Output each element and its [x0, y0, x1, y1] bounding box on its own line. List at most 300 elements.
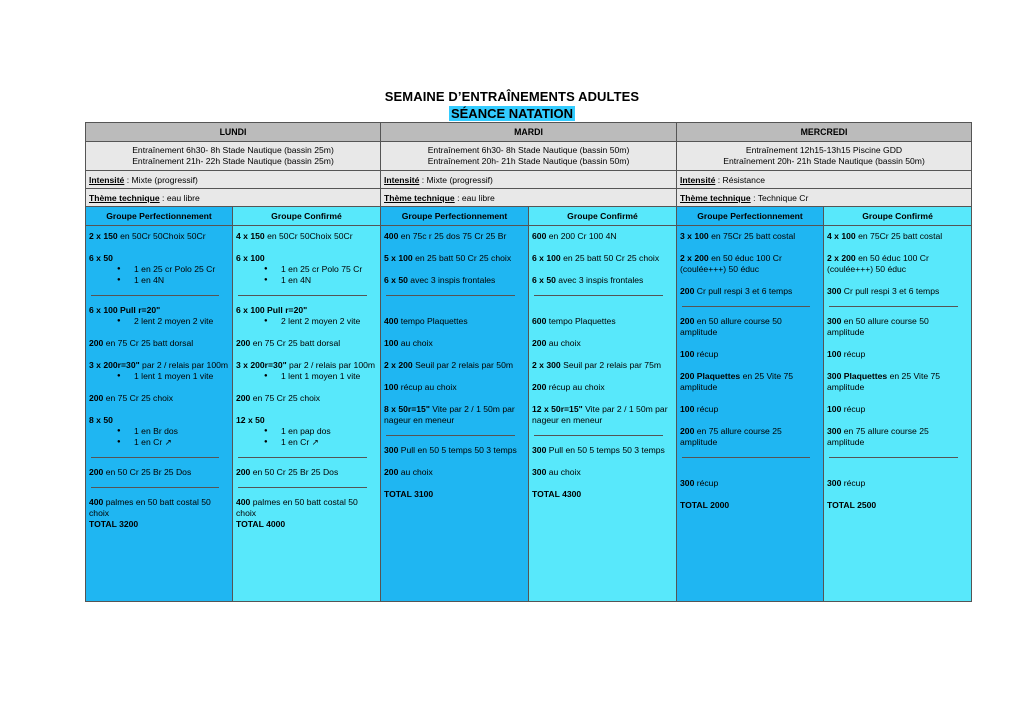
workout-line: [89, 393, 229, 404]
spacer: [89, 349, 229, 360]
workout-bullet: [89, 264, 229, 275]
workout-volume: 400: [236, 497, 251, 507]
workout-line: [384, 489, 525, 500]
workout-volume: 200: [680, 286, 695, 296]
workout-bullet: [236, 316, 377, 327]
workout-volume: 8 x 50r=15": [384, 404, 430, 414]
spacer: [236, 242, 377, 253]
workout-line: [680, 478, 820, 489]
workout-line: [236, 253, 377, 264]
group-header: Groupe Perfectionnement: [86, 207, 233, 226]
spacer: [680, 275, 820, 286]
intensity-value: : Mixte (progressif): [419, 174, 493, 185]
spacer: [384, 478, 525, 489]
intensity-value: : Résistance: [715, 174, 766, 185]
workout-volume: 200: [680, 426, 695, 436]
workout-detail: avec 3 inspis frontales: [407, 275, 496, 285]
workout-volume: 400: [384, 316, 399, 326]
workout-line: [532, 382, 673, 393]
session-line: Entraînement 21h- 22h Stade Nautique (bassin 25m): [132, 156, 334, 166]
workout-detail: au choix: [546, 467, 581, 477]
group-header: Groupe Confirmé: [824, 207, 972, 226]
workout-volume: 300: [532, 467, 547, 477]
spacer: [680, 393, 820, 404]
workout-detail: 1 en Br dos: [134, 426, 178, 436]
spacer: [532, 327, 673, 338]
workout-volume: 6 x 50: [89, 253, 113, 263]
workout-detail: récup: [694, 404, 719, 414]
workout-detail: 2 lent 2 moyen 2 vite: [281, 316, 361, 326]
workout-cell: [529, 226, 677, 602]
workout-bullet: [89, 316, 229, 327]
workout-volume: 100: [680, 349, 695, 359]
workout-detail: en 50Cr 50Choix 50Cr: [117, 231, 206, 241]
workout-line: [384, 338, 525, 349]
section-divider: [91, 487, 219, 488]
workout-detail: Vite par 2 / 1 50m par nageur en meneur: [384, 404, 515, 425]
section-divider: [829, 306, 958, 307]
workout-detail: Vite par 2 / 1 50m par nageur en meneur: [532, 404, 668, 425]
workout-line: [532, 489, 673, 500]
workout-detail: 1 en pap dos: [281, 426, 331, 436]
workout-bullet: [89, 437, 229, 448]
workout-detail: en 25 Vite 75 amplitude: [680, 371, 794, 392]
workout-detail: en 75c r 25 dos 75 Cr 25 Br: [398, 231, 507, 241]
workout-line: [827, 478, 968, 489]
workout-line: [384, 382, 525, 393]
workout-cell: [824, 226, 972, 602]
section-divider: [386, 295, 515, 296]
day-header: MARDI: [381, 123, 677, 142]
workout-volume: 2 x 150: [89, 231, 118, 241]
workout-volume: 100: [680, 404, 695, 414]
workout-volume: TOTAL 4300: [532, 489, 582, 499]
day-header: LUNDI: [86, 123, 381, 142]
intensity-label: Intensité: [384, 174, 420, 185]
spacer: [827, 393, 968, 404]
spacer: [89, 382, 229, 393]
section-divider: [682, 457, 810, 458]
workout-line: [89, 519, 229, 530]
spacer: [827, 338, 968, 349]
workout-detail: par 2 / relais par 100m: [286, 360, 376, 370]
workout-volume: 6 x 100 Pull r=20": [89, 305, 161, 315]
workout-line: [236, 497, 377, 519]
section-divider: [238, 487, 367, 488]
workout-cell: [233, 226, 381, 602]
workout-detail: en 50 éduc 100 Cr (coulée+++) 50 éduc: [680, 253, 782, 274]
section-divider: [829, 457, 958, 458]
workout-line: [680, 426, 820, 448]
section-divider: [682, 306, 810, 307]
spacer: [384, 349, 525, 360]
theme-label: Thème technique: [89, 192, 160, 203]
workout-detail: en 75 allure course 25 amplitude: [680, 426, 782, 447]
workout-volume: 8 x 50: [89, 415, 113, 425]
workout-detail: récup: [841, 349, 866, 359]
group-header: Groupe Perfectionnement: [677, 207, 824, 226]
group-header: Groupe Perfectionnement: [381, 207, 529, 226]
spacer: [532, 478, 673, 489]
workout-line: [827, 404, 968, 415]
workout-detail: 1 lent 1 moyen 1 vite: [281, 371, 361, 381]
workout-detail: au choix: [398, 338, 433, 348]
workout-line: [236, 338, 377, 349]
spacer: [384, 242, 525, 253]
workout-detail: 1 lent 1 moyen 1 vite: [134, 371, 214, 381]
spacer: [532, 242, 673, 253]
workout-line: [680, 316, 820, 338]
workout-line: [532, 316, 673, 327]
workout-detail: en 50 allure course 50 amplitude: [680, 316, 782, 337]
workout-detail: 1 en Cr ↗: [134, 437, 172, 447]
session-info-row: [86, 142, 972, 171]
workout-cell: [86, 226, 233, 602]
workout-volume: 200: [532, 338, 547, 348]
session-info: [677, 142, 972, 171]
workout-detail: en 75Cr 25 batt costal: [708, 231, 796, 241]
workout-volume: 12 x 50r=15": [532, 404, 583, 414]
subtitle-highlight: SÉANCE NATATION: [450, 106, 574, 121]
workout-volume: 300: [827, 426, 842, 436]
workout-volume: 100: [827, 349, 842, 359]
workout-line: [89, 360, 229, 371]
spacer: [532, 349, 673, 360]
session-info: [86, 142, 381, 171]
workout-volume: 300: [827, 478, 842, 488]
workout-volume: 4 x 150: [236, 231, 265, 241]
workout-volume: TOTAL 3200: [89, 519, 139, 529]
workout-detail: récup: [841, 404, 866, 414]
workout-volume: 2 x 300: [532, 360, 561, 370]
workout-line: [827, 371, 968, 393]
workout-detail: Seuil par 2 relais par 75m: [560, 360, 662, 370]
workout-line: [89, 338, 229, 349]
workout-line: [384, 467, 525, 478]
theme-value: : eau libre: [454, 192, 495, 203]
workout-volume: 200: [236, 467, 251, 477]
workout-line: [532, 360, 673, 371]
workout-line: [532, 338, 673, 349]
session-info: [381, 142, 677, 171]
section-divider: [91, 457, 219, 458]
workout-detail: récup: [841, 478, 866, 488]
theme-cell: [677, 189, 972, 207]
workout-detail: en 200 Cr 100 4N: [546, 231, 617, 241]
spacer: [89, 404, 229, 415]
spacer: [827, 415, 968, 426]
workout-line: [680, 404, 820, 415]
workout-volume: 200: [384, 467, 399, 477]
workout-detail: en 50 éduc 100 Cr (coulée+++) 50 éduc: [827, 253, 929, 274]
session-line: Entraînement 20h- 21h Stade Nautique (bassin 50m): [427, 156, 630, 166]
workout-volume: 12 x 50: [236, 415, 265, 425]
workout-line: [384, 253, 525, 264]
workout-line: [827, 253, 968, 275]
workout-detail: en 50 Cr 25 Br 25 Dos: [103, 467, 192, 477]
spacer: [532, 393, 673, 404]
session-line: Entraînement 20h- 21h Stade Nautique (bassin 50m): [723, 156, 925, 166]
workout-volume: 3 x 100: [680, 231, 709, 241]
workout-volume: 6 x 100: [236, 253, 265, 263]
section-divider: [386, 435, 515, 436]
section-divider: [534, 295, 663, 296]
workout-volume: 100: [384, 338, 399, 348]
workout-detail: en 50Cr 50Choix 50Cr: [264, 231, 353, 241]
workout-line: [680, 253, 820, 275]
spacer: [532, 371, 673, 382]
intensity-value: : Mixte (progressif): [124, 174, 198, 185]
spacer: [680, 242, 820, 253]
workout-row: [86, 226, 972, 602]
workout-line: [236, 305, 377, 316]
group-header: Groupe Confirmé: [529, 207, 677, 226]
workout-volume: 3 x 200r=30": [89, 360, 140, 370]
spacer: [89, 242, 229, 253]
workout-detail: récup: [694, 478, 719, 488]
workout-cell: [381, 226, 529, 602]
workout-volume: 6 x 100 Pull r=20": [236, 305, 308, 315]
workout-detail: 1 en 25 cr Polo 75 Cr: [281, 264, 363, 274]
workout-line: [827, 500, 968, 511]
theme-label: Thème technique: [384, 192, 455, 203]
workout-detail: 1 en 4N: [281, 275, 312, 285]
workout-line: [236, 360, 377, 371]
workout-volume: 2 x 200: [680, 253, 709, 263]
workout-volume: 200: [680, 316, 695, 326]
page-subtitle: [0, 106, 1024, 122]
day-header: MERCREDI: [677, 123, 972, 142]
workout-line: [680, 371, 820, 393]
theme-label: Thème technique: [680, 192, 751, 203]
intensity-label: Intensité: [89, 174, 125, 185]
workout-line: [827, 286, 968, 297]
workout-volume: TOTAL 3100: [384, 489, 434, 499]
workout-volume: 400: [384, 231, 399, 241]
workout-line: [827, 316, 968, 338]
theme-row: [86, 189, 972, 207]
workout-detail: en 25 batt 50 Cr 25 choix: [412, 253, 512, 263]
workout-volume: 6 x 50: [532, 275, 556, 285]
workout-detail: en 25 batt 50 Cr 25 choix: [560, 253, 660, 263]
workout-line: [827, 426, 968, 448]
section-divider: [238, 295, 367, 296]
training-table: [85, 122, 972, 602]
theme-cell: [86, 189, 381, 207]
spacer: [680, 489, 820, 500]
spacer: [236, 349, 377, 360]
group-header-row: [86, 207, 972, 226]
workout-volume: 3 x 200r=30": [236, 360, 287, 370]
spacer: [236, 327, 377, 338]
workout-volume: 200: [89, 393, 104, 403]
workout-detail: récup au choix: [398, 382, 457, 392]
workout-line: [680, 500, 820, 511]
spacer: [827, 242, 968, 253]
spacer: [89, 327, 229, 338]
workout-bullet: [236, 264, 377, 275]
workout-line: [89, 467, 229, 478]
workout-detail: 1 en 25 cr Polo 25 Cr: [134, 264, 216, 274]
workout-bullet: [236, 371, 377, 382]
workout-volume: 100: [827, 404, 842, 414]
workout-bullet: [89, 426, 229, 437]
workout-line: [384, 404, 525, 426]
workout-detail: tempo Plaquettes: [398, 316, 468, 326]
workout-bullet: [236, 437, 377, 448]
workout-detail: palmes en 50 batt costal 50 choix: [236, 497, 358, 518]
intensity-cell: [381, 171, 677, 189]
workout-detail: Cr pull respi 3 et 6 temps: [841, 286, 940, 296]
workout-volume: 2 x 200: [827, 253, 856, 263]
workout-bullet: [236, 275, 377, 286]
workout-line: [532, 231, 673, 242]
workout-volume: 400: [89, 497, 104, 507]
workout-volume: 200: [236, 393, 251, 403]
workout-line: [236, 231, 377, 242]
spacer: [680, 360, 820, 371]
spacer: [532, 305, 673, 316]
workout-line: [236, 519, 377, 530]
workout-detail: en 75 Cr 25 choix: [103, 393, 174, 403]
workout-volume: 300: [827, 316, 842, 326]
workout-volume: 6 x 50: [384, 275, 408, 285]
spacer: [827, 467, 968, 478]
workout-line: [532, 404, 673, 426]
theme-value: : Technique Cr: [750, 192, 809, 203]
workout-line: [532, 445, 673, 456]
session-line: Entraînement 6h30- 8h Stade Nautique (bassin 50m): [427, 145, 630, 155]
workout-volume: 200 Plaquettes: [680, 371, 741, 381]
workout-detail: en 25 Vite 75 amplitude: [827, 371, 941, 392]
workout-detail: en 75 Cr 25 batt dorsal: [103, 338, 194, 348]
day-header-row: [86, 123, 972, 142]
workout-volume: 600: [532, 316, 547, 326]
workout-line: [532, 467, 673, 478]
workout-detail: en 75 Cr 25 batt dorsal: [250, 338, 341, 348]
workout-detail: 1 en Cr ↗: [281, 437, 319, 447]
workout-line: [680, 349, 820, 360]
workout-detail: au choix: [398, 467, 433, 477]
section-divider: [91, 295, 219, 296]
workout-detail: récup au choix: [546, 382, 605, 392]
workout-line: [89, 253, 229, 264]
workout-detail: tempo Plaquettes: [546, 316, 616, 326]
workout-cell: [677, 226, 824, 602]
spacer: [827, 360, 968, 371]
spacer: [827, 275, 968, 286]
workout-line: [680, 286, 820, 297]
workout-line: [827, 231, 968, 242]
workout-detail: par 2 / relais par 100m: [139, 360, 229, 370]
theme-value: : eau libre: [159, 192, 200, 203]
group-header: Groupe Confirmé: [233, 207, 381, 226]
spacer: [384, 371, 525, 382]
workout-detail: Pull en 50 5 temps 50 3 temps: [398, 445, 517, 455]
section-divider: [238, 457, 367, 458]
spacer: [680, 338, 820, 349]
spacer: [532, 264, 673, 275]
workout-volume: 200: [89, 467, 104, 477]
workout-volume: 6 x 100: [532, 253, 561, 263]
workout-line: [384, 231, 525, 242]
workout-detail: 2 lent 2 moyen 2 vite: [134, 316, 214, 326]
spacer: [236, 382, 377, 393]
workout-line: [89, 305, 229, 316]
spacer: [827, 489, 968, 500]
workout-detail: récup: [694, 349, 719, 359]
spacer: [384, 327, 525, 338]
page-title: SEMAINE D’ENTRAÎNEMENTS ADULTES: [384, 89, 640, 104]
workout-detail: Cr pull respi 3 et 6 temps: [694, 286, 793, 296]
workout-detail: en 75 Cr 25 choix: [250, 393, 321, 403]
workout-line: [89, 497, 229, 519]
workout-volume: 4 x 100: [827, 231, 856, 241]
intensity-cell: [86, 171, 381, 189]
section-divider: [534, 435, 663, 436]
workout-bullet: [89, 371, 229, 382]
spacer: [680, 467, 820, 478]
workout-volume: 2 x 200: [384, 360, 413, 370]
workout-volume: 200: [236, 338, 251, 348]
session-line: Entraînement 6h30- 8h Stade Nautique (bassin 25m): [132, 145, 334, 155]
workout-detail: en 75Cr 25 batt costal: [855, 231, 943, 241]
workout-volume: 300: [384, 445, 399, 455]
workout-detail: en 50 allure course 50 amplitude: [827, 316, 929, 337]
workout-line: [384, 360, 525, 371]
workout-detail: Seuil par 2 relais par 50m: [412, 360, 514, 370]
workout-volume: 300: [532, 445, 547, 455]
workout-detail: en 75 allure course 25 amplitude: [827, 426, 929, 447]
workout-line: [89, 415, 229, 426]
workout-detail: 1 en 4N: [134, 275, 165, 285]
workout-line: [236, 393, 377, 404]
spacer: [384, 456, 525, 467]
spacer: [384, 305, 525, 316]
workout-detail: Pull en 50 5 temps 50 3 temps: [546, 445, 665, 455]
intensity-cell: [677, 171, 972, 189]
workout-volume: TOTAL 2000: [680, 500, 730, 510]
workout-line: [680, 231, 820, 242]
workout-volume: 5 x 100: [384, 253, 413, 263]
workout-detail: au choix: [546, 338, 581, 348]
workout-detail: avec 3 inspis frontales: [555, 275, 644, 285]
workout-line: [236, 467, 377, 478]
workout-volume: 300: [827, 286, 842, 296]
workout-line: [827, 349, 968, 360]
workout-volume: TOTAL 4000: [236, 519, 286, 529]
workout-detail: palmes en 50 batt costal 50 choix: [89, 497, 211, 518]
spacer: [384, 393, 525, 404]
spacer: [680, 415, 820, 426]
workout-volume: TOTAL 2500: [827, 500, 877, 510]
spacer: [236, 404, 377, 415]
workout-line: [532, 253, 673, 264]
intensity-row: [86, 171, 972, 189]
workout-line: [236, 415, 377, 426]
workout-line: [384, 316, 525, 327]
workout-bullet: [89, 275, 229, 286]
workout-bullet: [236, 426, 377, 437]
workout-detail: en 50 Cr 25 Br 25 Dos: [250, 467, 339, 477]
workout-line: [89, 231, 229, 242]
workout-volume: 100: [384, 382, 399, 392]
workout-volume: 600: [532, 231, 547, 241]
theme-cell: [381, 189, 677, 207]
workout-line: [384, 275, 525, 286]
workout-volume: 200: [89, 338, 104, 348]
spacer: [384, 264, 525, 275]
